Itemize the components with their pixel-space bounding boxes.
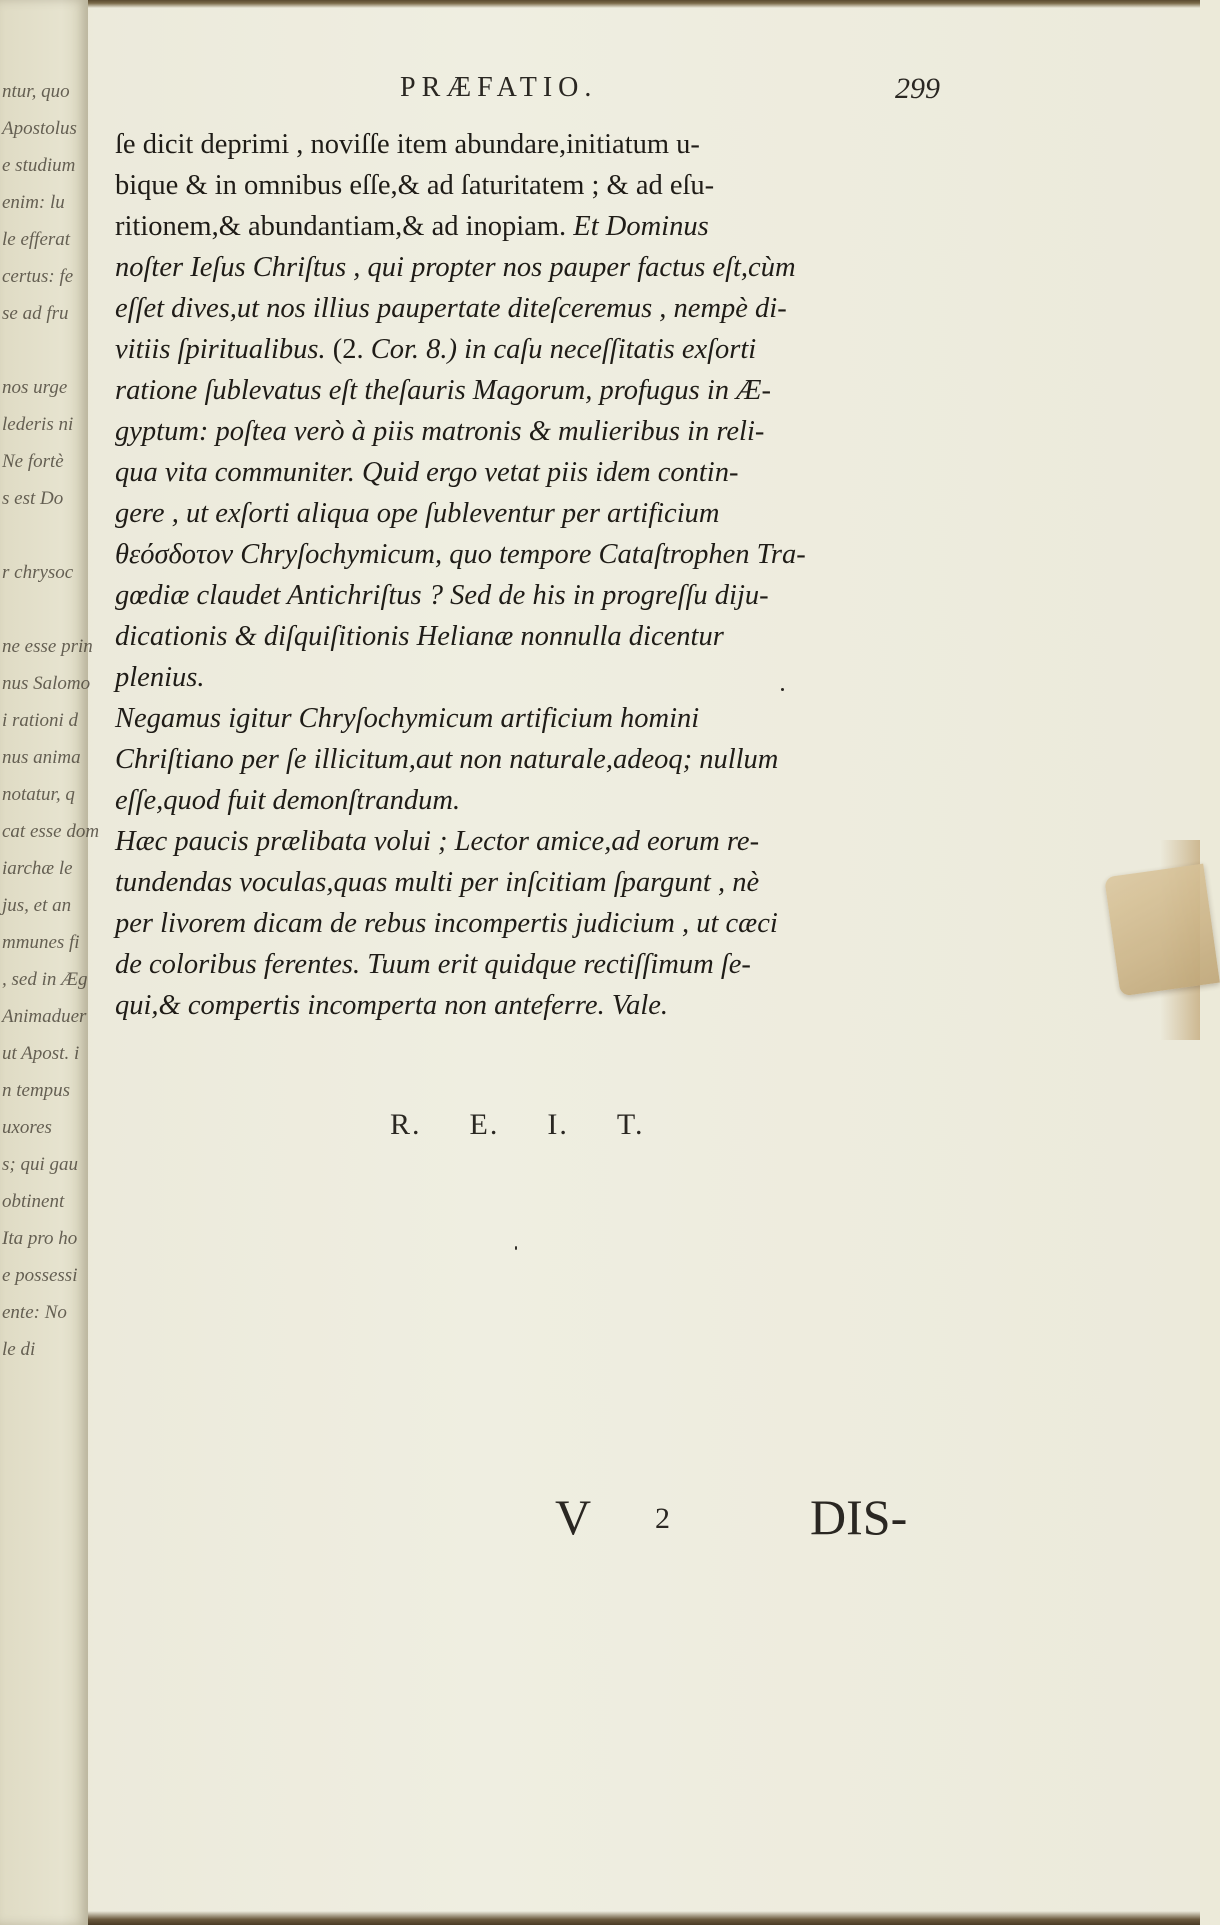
bleed-line: le di [2,1339,36,1360]
text-run: noſter Ieſus Chriſtus , qui propter nos pauper factus eſt,cùm [115,252,796,283]
bleed-line: enim: lu [2,192,65,213]
text-line [115,944,920,985]
text-run: Hæc paucis prælibata volui ; Lector amice,ad eorum re- [115,826,760,857]
bleed-line: r chrysoc [2,562,74,583]
text-run: ratione ſublevatus eſt theſauris Magorum, profugus in Æ- [115,375,772,406]
text-line [115,247,920,288]
text-run: qua vita communiter. Quid ergo vetat piis idem contin- [115,457,739,488]
text-run: vitiis ſpiritualibus. [115,334,333,365]
text-line [115,165,920,206]
bleed-line: certus: fe [2,266,74,287]
text-line [115,124,920,165]
bleed-line [2,524,88,561]
text-run: ritionem,& abundantiam,& ad inopiam. [115,211,574,242]
text-run: tundendas voculas,quas multi per inſcitiam ſpargunt , nè [115,867,760,898]
bleed-line: e studium [2,155,76,176]
text-line [115,985,920,1026]
bleed-line: ente: No [2,1302,67,1323]
signature-initial: E. [469,1108,500,1141]
text-line [115,329,920,370]
text-run: de coloribus ferentes. Tuum erit quidque rectiſſimum ſe- [115,949,751,980]
bleed-line: notatur, q [2,784,75,805]
text-run: gyptum: poſtea verò à piis matronis & mulieribus in reli- [115,416,765,447]
bleed-line: obtinent [2,1191,65,1212]
text-line [115,370,920,411]
signature-initial: R. [390,1108,422,1141]
text-line [115,780,920,821]
text-line [115,903,920,944]
bleed-line: Apostolus [2,118,77,139]
signature-initial: T. [616,1108,645,1141]
text-line [115,534,920,575]
bleed-line: se ad fru [2,303,69,324]
text-run: gere , ut exſorti aliqua ope ſubleventur per artificium [115,498,720,529]
bleed-line: mmunes fi [2,932,80,953]
ink-speck [781,688,784,691]
text-run: θεόσδοτον Chryſochymicum, quo tempore Cataſtrophen Tra- [115,539,806,570]
text-run: Negamus igitur Chryſochymicum artificium homini [115,703,700,734]
text-line [115,862,920,903]
text-run: gœdiæ claudet Antichriſtus ? Sed de his in progreſſu diju- [115,580,769,611]
signature-mark: V [555,1489,592,1545]
bleed-line: cat esse dom [2,821,100,842]
closing-signature [390,1108,692,1142]
text-line [115,821,920,862]
bottom-page-edge [70,1911,1200,1925]
text-run: dicationis & diſquiſitionis Helianæ nonnulla dicentur [115,621,724,652]
text-run: ſe dicit deprimi , noviſſe item abundare,initiatum u- [115,129,700,160]
bleed-line: , sed in Æg [2,969,88,990]
bleed-line: iarchæ le [2,858,73,879]
body-text [115,124,920,1026]
bleed-line: s est Do [2,488,64,509]
text-line [115,452,920,493]
bleed-line: Animaduer [2,1006,87,1027]
facing-page-bleed-text [2,80,100,1375]
text-run: (2. [332,334,371,365]
bleed-line: s; qui gau [2,1154,78,1175]
text-line [115,411,920,452]
ink-speck [515,1246,517,1250]
bleed-line: uxores [2,1117,52,1138]
bleed-line: nus anima [2,747,81,768]
bleed-line: le efferat [2,229,71,250]
running-head: PRÆFATIO. [400,72,598,103]
text-run: eſſet dives,ut nos illius paupertate diteſceremus , nempè di- [115,293,787,324]
text-run: per livorem dicam de rebus incompertis judicium , ut cæci [115,908,778,939]
text-line [115,206,920,247]
bleed-line: ne esse prin [2,636,93,657]
bleed-line: n tempus [2,1080,71,1101]
bleed-line: i rationi d [2,710,79,731]
text-line [115,698,920,739]
bleed-line [2,339,88,376]
bleed-line: e possessi [2,1265,78,1286]
paper-tab [1104,864,1220,997]
text-line [115,575,920,616]
signature-initial: I. [547,1108,569,1141]
bleed-line: Ne fortè [2,451,64,472]
text-run: Cor. 8.) in caſu neceſſitatis exſorti [370,334,757,365]
page-number: 299 [895,72,940,105]
text-run: eſſe,quod fuit demonſtrandum. [115,785,461,816]
text-line [115,288,920,329]
text-line [115,657,920,698]
text-line [115,739,920,780]
facing-page-gutter [0,0,100,1925]
text-run: qui,& compertis incomperta non anteferre. Vale. [115,990,669,1021]
text-run: Chriſtiano per ſe illicitum,aut non naturale,adeoq; nullum [115,744,779,775]
signature-number: 2 [655,1502,670,1535]
text-run: bique & in omnibus eſſe,& ad ſaturitatem ; & ad eſu- [115,170,715,201]
page-header [120,72,940,112]
top-page-edge [80,0,1200,8]
bleed-line: nos urge [2,377,68,398]
text-line [115,493,920,534]
bleed-line: lederis ni [2,414,74,435]
text-line [115,616,920,657]
catchword: DIS- [810,1489,908,1545]
bleed-line: ut Apost. i [2,1043,80,1064]
bleed-line: nus Salomo [2,673,91,694]
bleed-line: Ita pro ho [2,1228,78,1249]
text-run: plenius. [115,662,205,693]
bleed-line [2,598,88,635]
bleed-line: jus, et an [2,895,72,916]
bleed-line: ntur, quo [2,81,70,102]
text-run: Et Dominus [573,211,709,242]
